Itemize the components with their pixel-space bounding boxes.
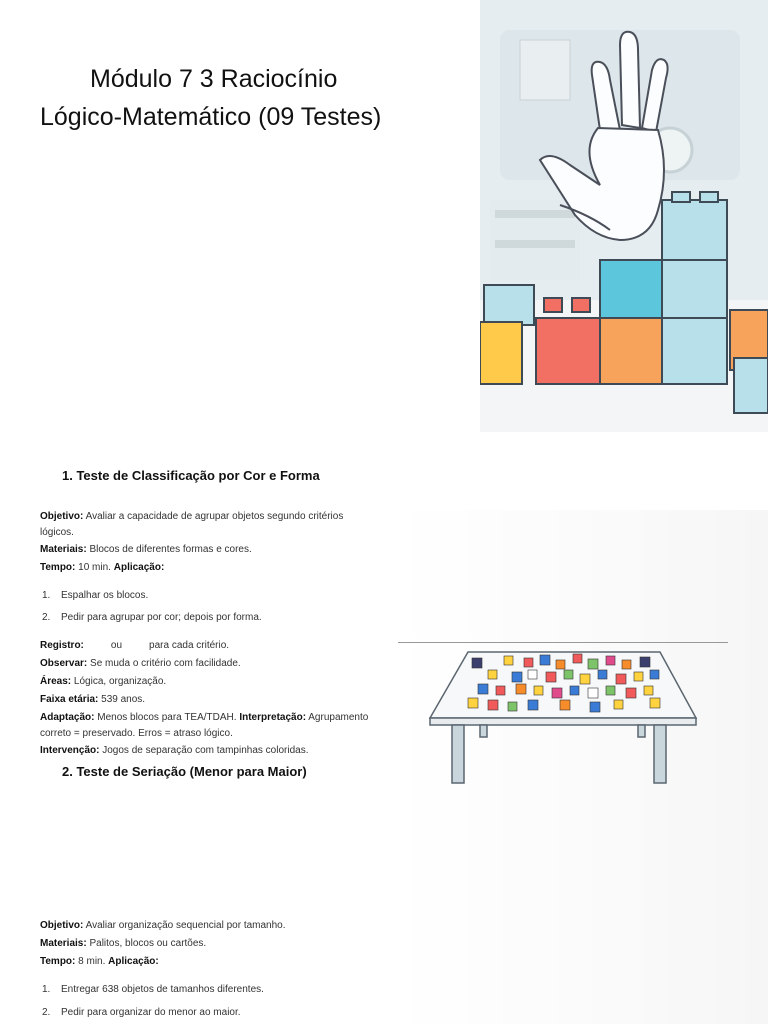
interpretacao-label: Interpretação:: [239, 712, 307, 723]
materiais-text: Palitos, blocos ou cartões.: [89, 938, 207, 949]
section-1-adaptacao: [40, 710, 385, 742]
step-text: Espalhar os blocos.: [61, 590, 149, 601]
section-1-intervencao: [40, 743, 308, 759]
step-number: 1.: [42, 984, 51, 995]
step-text: Entregar 638 objetos de tamanhos diferentes.: [61, 984, 264, 995]
adaptacao-label: Adaptação:: [40, 712, 95, 723]
tempo-text: 8 min.: [78, 956, 106, 967]
section-1-faixa: [40, 692, 145, 708]
divider-line: [398, 642, 728, 643]
hero-illustration: [480, 0, 768, 432]
areas-text: Lógica, organização.: [73, 676, 167, 687]
observar-text: Se muda o critério com facilidade.: [90, 658, 241, 669]
step-text: Pedir para organizar do menor ao maior.: [61, 1007, 241, 1018]
section-1-registro: [40, 638, 229, 654]
tempo-label: Tempo:: [40, 956, 76, 967]
registro-label: Registro:: [40, 640, 84, 651]
section-1-areas: [40, 674, 166, 690]
areas-label: Áreas:: [40, 676, 72, 687]
step-number: 1.: [42, 590, 51, 601]
intervencao-label: Intervenção:: [40, 745, 100, 756]
materiais-label: Materiais:: [40, 544, 87, 555]
registro-ou: ou: [110, 640, 123, 651]
objetivo-label: Objetivo:: [40, 920, 84, 931]
section-1-step-2: [42, 612, 262, 623]
section-1-materiais: [40, 542, 252, 558]
section-1-objetivo: [40, 509, 380, 541]
registro-text: para cada critério.: [149, 640, 230, 651]
section-1-observar: [40, 656, 241, 672]
objetivo-text: Avaliar a capacidade de agrupar objetos segundo critérios lógicos.: [40, 511, 344, 538]
step-text: Pedir para agrupar por cor; depois por forma.: [61, 612, 262, 623]
observar-label: Observar:: [40, 658, 88, 669]
faixa-label: Faixa etária:: [40, 694, 99, 705]
tempo-text: 10 min.: [78, 562, 111, 573]
document-title: Módulo 7 3 Raciocínio Lógico-Matemático (09 Testes): [40, 65, 382, 131]
section-1-tempo: [40, 560, 164, 576]
intervencao-text: Jogos de separação com tampinhas coloridas.: [102, 745, 309, 756]
materiais-label: Materiais:: [40, 938, 87, 949]
section-2-objetivo: [40, 918, 286, 934]
objetivo-label: Objetivo:: [40, 511, 84, 522]
aplicacao-label: Aplicação:: [108, 956, 159, 967]
table-blocks-illustration: [428, 648, 698, 788]
aplicacao-label: Aplicação:: [113, 562, 165, 573]
section-2-materiais: [40, 936, 206, 952]
objetivo-text: Avaliar organização sequencial por tamanho.: [85, 920, 286, 931]
materiais-text: Blocos de diferentes formas e cores.: [89, 544, 252, 555]
section-2-step-1: [42, 984, 264, 995]
section-2-tempo: [40, 954, 159, 970]
section-1-step-1: [42, 590, 148, 601]
tempo-label: Tempo:: [40, 562, 76, 573]
section-2-heading: 2. Teste de Seriação (Menor para Maior): [62, 764, 307, 779]
section-1-heading: 1. Teste de Classificação por Cor e Forma: [62, 468, 320, 483]
faixa-text: 539 anos.: [101, 694, 146, 705]
step-number: 2.: [42, 612, 51, 623]
section-2-step-2: [42, 1007, 241, 1018]
interpretacao-text: Agrupamento correto = preservado. Erros = atraso lógico.: [40, 712, 369, 739]
adaptacao-text: Menos blocos para TEA/TDAH.: [97, 712, 237, 723]
step-number: 2.: [42, 1007, 51, 1018]
